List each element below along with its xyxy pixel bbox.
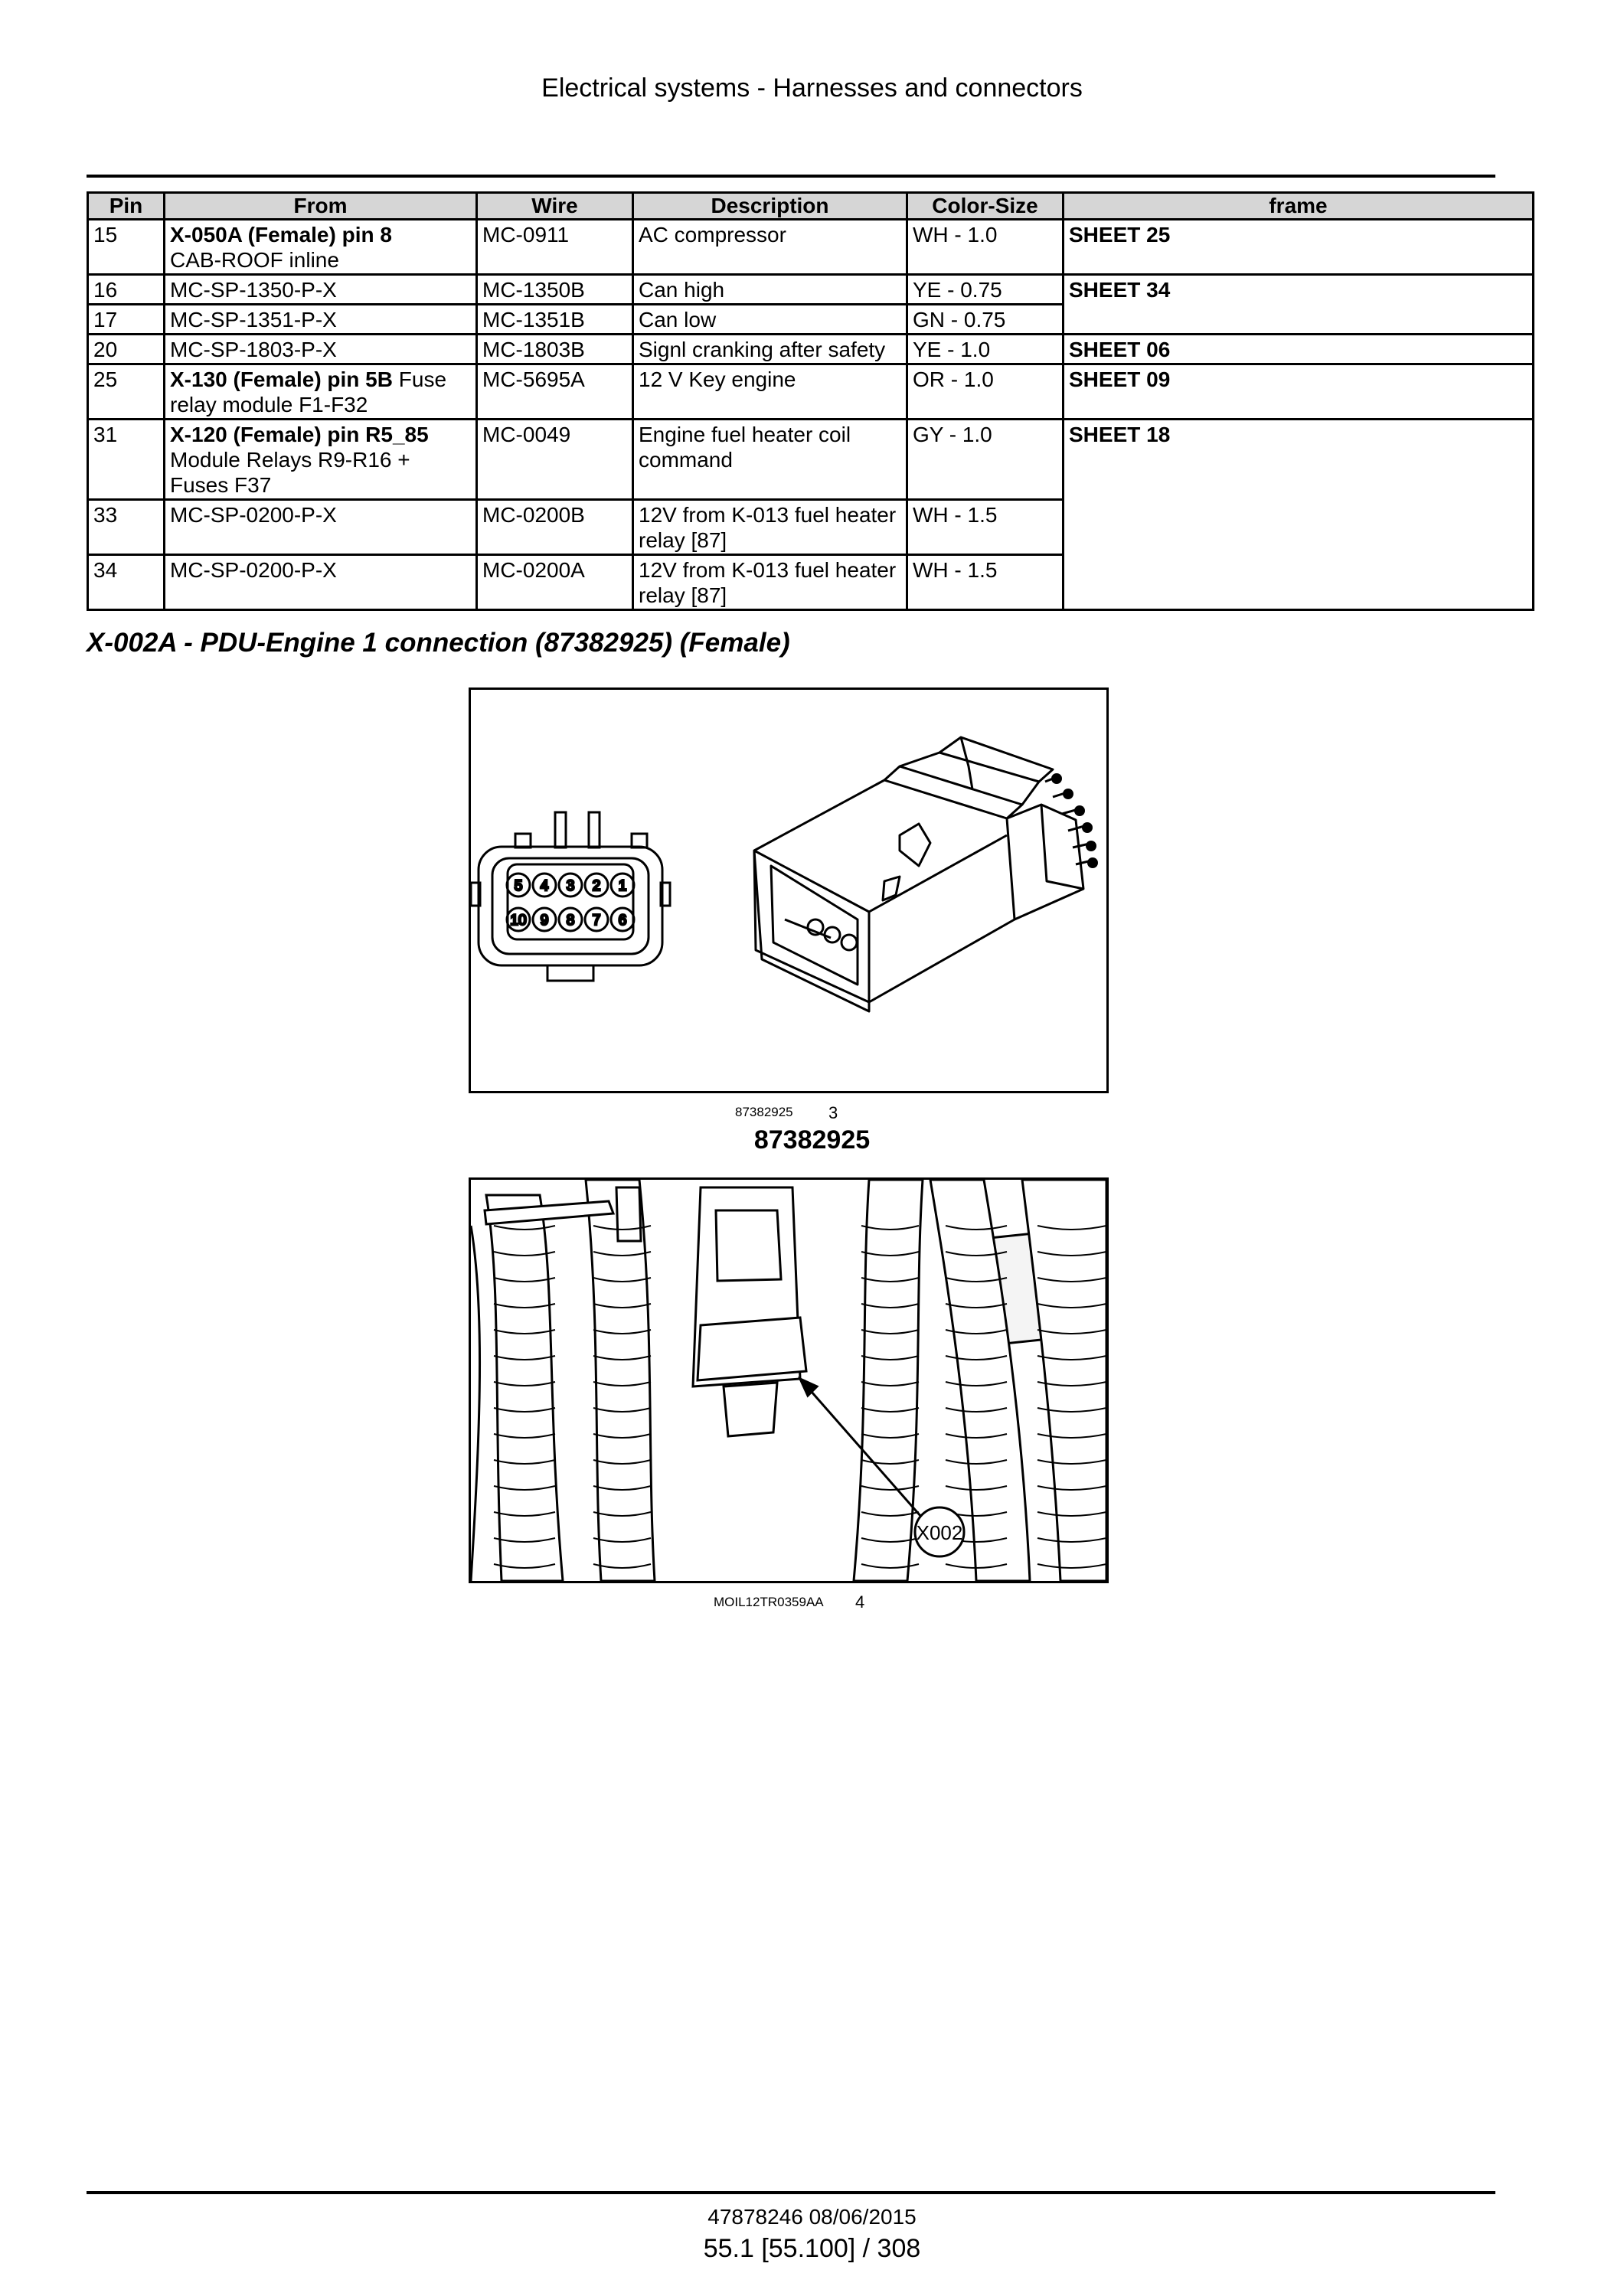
cell-pin: 16 <box>88 275 165 305</box>
cell-from: MC-SP-1350-P-X <box>165 275 477 305</box>
footer-rule <box>87 2191 1495 2194</box>
figure2-number: 4 <box>855 1592 865 1612</box>
cell-wire: MC-1350B <box>477 275 633 305</box>
col-header-description: Description <box>633 193 907 220</box>
cell-from <box>165 420 477 500</box>
from-detail: Fuse relay module F1-F32 <box>170 367 447 416</box>
table-row <box>88 220 1534 275</box>
col-header-from: From <box>165 193 477 220</box>
pin-number: 7 <box>592 913 601 929</box>
cell-color-size: YE - 1.0 <box>907 335 1064 364</box>
connector-figure <box>469 687 1109 1093</box>
cell-from <box>165 364 477 420</box>
figure1-number: 3 <box>828 1103 838 1122</box>
cell-pin: 20 <box>88 335 165 364</box>
pin-number: 10 <box>510 913 527 929</box>
cell-wire: MC-0200A <box>477 555 633 610</box>
cell-wire: MC-1351B <box>477 305 633 335</box>
cell-description: 12V from K-013 fuel heater relay [87] <box>633 555 907 610</box>
pin-number: 4 <box>540 878 549 894</box>
wire-table <box>87 191 1534 611</box>
cell-wire: MC-1803B <box>477 335 633 364</box>
page-header-title: Electrical systems - Harnesses and connectors <box>541 73 1083 103</box>
cell-from <box>165 220 477 275</box>
cell-pin: 31 <box>88 420 165 500</box>
cell-pin: 17 <box>88 305 165 335</box>
harness-figure <box>469 1177 1109 1583</box>
cell-description: Signl cranking after safety <box>633 335 907 364</box>
col-header-frame: frame <box>1064 193 1534 220</box>
cell-pin: 25 <box>88 364 165 420</box>
cell-pin: 34 <box>88 555 165 610</box>
pin-number: 8 <box>566 913 575 929</box>
cell-description: Can high <box>633 275 907 305</box>
pin-number: 3 <box>566 878 575 894</box>
figure2-ref: MOIL12TR0359AA <box>714 1595 824 1609</box>
cell-color-size: WH - 1.5 <box>907 500 1064 555</box>
cell-description: 12 V Key engine <box>633 364 907 420</box>
cell-description: 12V from K-013 fuel heater relay [87] <box>633 500 907 555</box>
cell-color-size: WH - 1.5 <box>907 555 1064 610</box>
cell-wire: MC-0200B <box>477 500 633 555</box>
from-detail: Module Relays R9-R16 + Fuses F37 <box>170 448 410 497</box>
pin-number: 9 <box>540 913 549 929</box>
from-connector: X-130 (Female) pin 5B <box>170 367 393 391</box>
cell-color-size: GY - 1.0 <box>907 420 1064 500</box>
cell-wire: MC-0911 <box>477 220 633 275</box>
cell-wire: MC-5695A <box>477 364 633 420</box>
cell-from: MC-SP-0200-P-X <box>165 500 477 555</box>
cell-frame: SHEET 18 <box>1064 420 1534 610</box>
footer-page-number: 55.1 [55.100] / 308 <box>703 2234 921 2263</box>
cell-description: AC compressor <box>633 220 907 275</box>
cell-color-size: GN - 0.75 <box>907 305 1064 335</box>
figure1-caption: 87382925 <box>753 1125 871 1155</box>
cell-pin: 15 <box>88 220 165 275</box>
col-header-wire: Wire <box>477 193 633 220</box>
col-header-pin: Pin <box>88 193 165 220</box>
cell-frame: SHEET 34 <box>1064 275 1534 335</box>
harness-drawing <box>471 1180 1106 1581</box>
cell-wire: MC-0049 <box>477 420 633 500</box>
pin-number: 5 <box>514 878 523 894</box>
from-detail: CAB-ROOF inline <box>170 248 339 272</box>
cell-from: MC-SP-0200-P-X <box>165 555 477 610</box>
table-header-row <box>88 193 1534 220</box>
pin-number: 6 <box>618 913 627 929</box>
table-row <box>88 364 1534 420</box>
cell-description: Can low <box>633 305 907 335</box>
from-connector: X-120 (Female) pin R5_85 <box>170 423 429 446</box>
figure1-ref: 87382925 <box>735 1105 793 1119</box>
footer-doc-id: 47878246 08/06/2015 <box>707 2205 917 2229</box>
cell-frame: SHEET 09 <box>1064 364 1534 420</box>
connector-drawing <box>471 690 1106 1091</box>
table-row <box>88 420 1534 500</box>
cell-pin: 33 <box>88 500 165 555</box>
cell-frame: SHEET 25 <box>1064 220 1534 275</box>
pin-number: 1 <box>618 878 627 894</box>
table-row <box>88 275 1534 305</box>
cell-description: Engine fuel heater coil command <box>633 420 907 500</box>
cell-color-size: OR - 1.0 <box>907 364 1064 420</box>
cell-from: MC-SP-1351-P-X <box>165 305 477 335</box>
callout-label: X002 <box>916 1521 963 1544</box>
header-rule <box>87 175 1495 178</box>
cell-color-size: YE - 0.75 <box>907 275 1064 305</box>
table-row <box>88 335 1534 364</box>
cell-frame: SHEET 06 <box>1064 335 1534 364</box>
cell-color-size: WH - 1.0 <box>907 220 1064 275</box>
pin-number: 2 <box>592 878 601 894</box>
cell-from: MC-SP-1803-P-X <box>165 335 477 364</box>
col-header-color-size: Color-Size <box>907 193 1064 220</box>
section-title: X-002A - PDU-Engine 1 connection (87382925) (Female) <box>87 628 790 658</box>
from-connector: X-050A (Female) pin 8 <box>170 223 392 247</box>
